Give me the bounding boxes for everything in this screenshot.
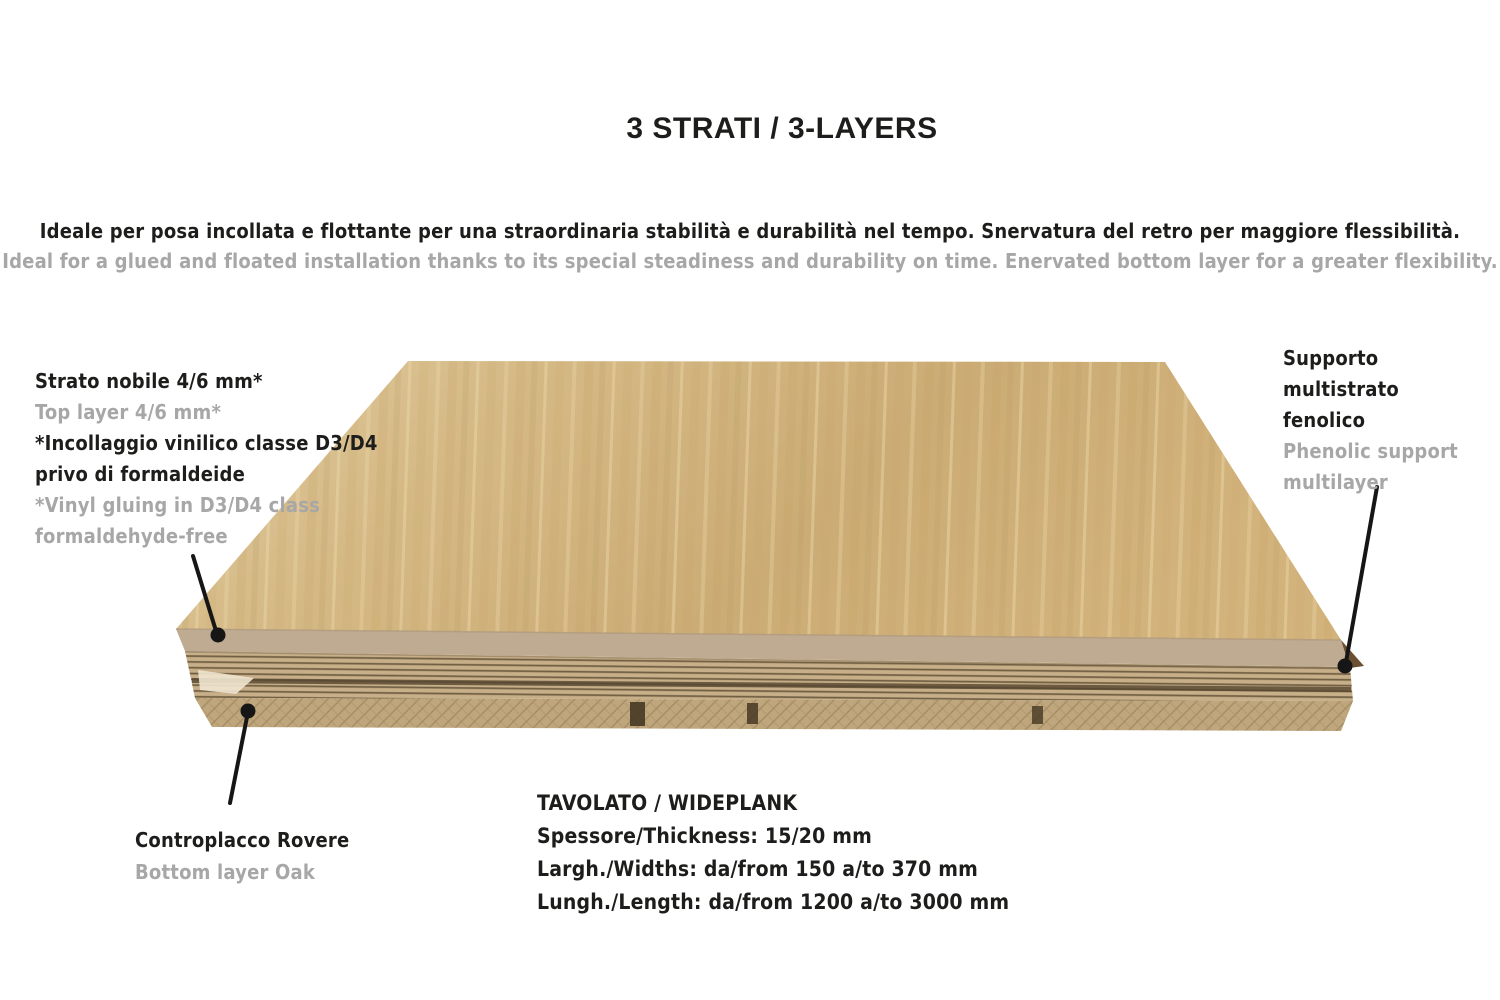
plank-relief-notch (1032, 706, 1043, 724)
gluing-note-en-line1: *Vinyl gluing in D3/D4 class (35, 493, 321, 517)
spec-heading: TAVOLATO / WIDEPLANK (537, 791, 798, 815)
gluing-note-it-line1: *Incollaggio vinilico classe D3/D4 (35, 431, 378, 455)
plank-bottom-oak-layer (195, 698, 1353, 731)
label-block-support (1283, 343, 1500, 498)
spec-lengths: Lungh./Length: da/from 1200 a/to 3000 mm (537, 890, 1010, 914)
intro-english: Ideal for a glued and floated installation thanks to its special steadiness and durability on time. Enervated bottom layer for a greater flexibility. (2, 249, 1498, 273)
pointer-dot-support (1338, 659, 1353, 674)
intro-italian: Ideale per posa incollata e flottante per una straordinaria stabilità e durabilità nel tempo. Snervatura del retro per maggiore flessibilità. (39, 219, 1461, 243)
plank-relief-notch (630, 702, 645, 726)
plank-relief-notch (747, 703, 758, 724)
gluing-note-en-line2: formaldehyde-free (35, 524, 228, 548)
support-label-en-line1: Phenolic support (1283, 439, 1458, 463)
intro-paragraph (0, 216, 1500, 276)
support-label-it-line1: Supporto multistrato (1283, 346, 1399, 401)
bottom-layer-label-it: Controplacco Rovere (135, 828, 350, 852)
spec-widths: Largh./Widths: da/from 150 a/to 370 mm (537, 857, 979, 881)
spec-block (537, 787, 1009, 919)
pointer-dot-top-layer (211, 628, 226, 643)
support-label-it-line2: fenolico (1283, 408, 1366, 432)
top-layer-label-it: Strato nobile 4/6 mm* (35, 369, 263, 393)
top-layer-label-en: Top layer 4/6 mm* (35, 400, 222, 424)
support-label-en-line2: multilayer (1283, 470, 1388, 494)
pointer-dot-bottom-layer (241, 704, 256, 719)
label-block-bottom-layer (135, 824, 349, 888)
bottom-layer-label-en: Bottom layer Oak (135, 860, 316, 884)
spec-thickness: Spessore/Thickness: 15/20 mm (537, 824, 872, 848)
pointer-line-support (1346, 487, 1377, 662)
page-title: 3 STRATI / 3-LAYERS (626, 112, 938, 145)
gluing-note-it-line2: privo di formaldeide (35, 462, 246, 486)
label-block-top-layer (35, 366, 378, 552)
